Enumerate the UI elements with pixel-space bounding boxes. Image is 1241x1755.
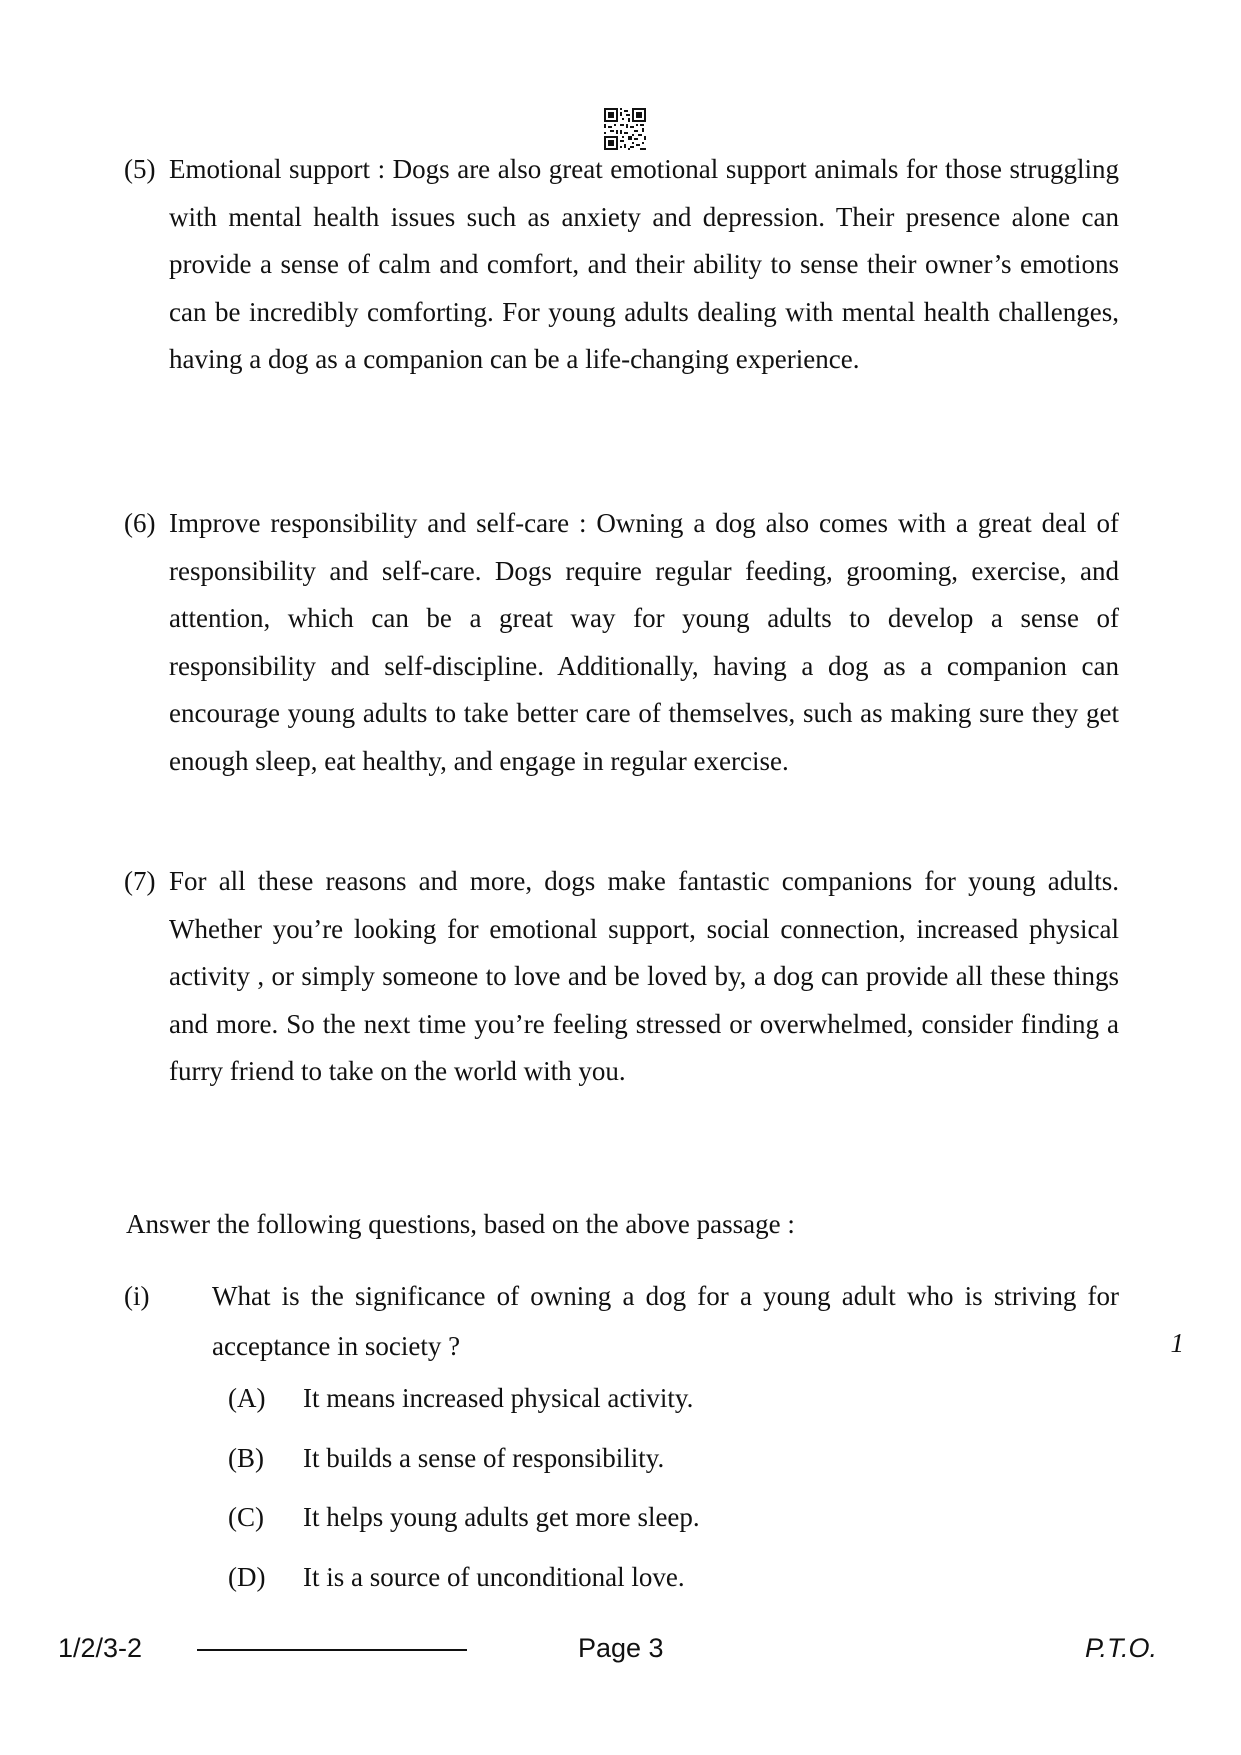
paper-code: 1/2/3-2: [58, 1633, 143, 1663]
option-text: It means increased physical activity.: [303, 1383, 694, 1413]
footer-divider: [197, 1649, 467, 1651]
question-i: [124, 1271, 1119, 1371]
paragraph-text: For all these reasons and more, dogs make fantastic companions for young adults. Whether you’re looking for emotional support, social connection, increased physical activity , or simply someone to love and be loved by, a dog can provide all these things and more. So the next time you’re feeling stressed or overwhelmed, consider finding a furry friend to take on the world with you.: [169, 866, 1119, 1086]
paragraph-number: (7): [124, 866, 156, 896]
passage-paragraph-6: [124, 500, 1119, 785]
option-label: (D): [228, 1561, 266, 1592]
paragraph-number: (5): [124, 154, 156, 184]
pto-label: P.T.O.: [1085, 1633, 1158, 1663]
option-text: It helps young adults get more sleep.: [303, 1502, 700, 1532]
question-marks: 1: [1170, 1328, 1184, 1358]
paragraph-number: (6): [124, 508, 156, 538]
question-text: What is the significance of owning a dog for a young adult who is striving for acceptance in society ?: [212, 1281, 1119, 1361]
question-instruction: Answer the following questions, based on the above passage :: [126, 1209, 795, 1239]
qr-code-icon: [604, 108, 646, 150]
passage-paragraph-7: [124, 858, 1119, 1096]
question-number: (i): [124, 1281, 150, 1311]
page-number: Page 3: [578, 1633, 664, 1663]
option-label: (C): [228, 1502, 264, 1532]
passage-paragraph-5: [124, 146, 1119, 384]
paragraph-text: Emotional support : Dogs are also great emotional support animals for those struggling with mental health issues such as anxiety and depression. Their presence alone can provide a sense of calm and comfort, and their ability to sense their owner’s emotions can be incredibly comforting. For young adults dealing with mental health challenges, having a dog as a companion can be a life-changing experience.: [169, 154, 1119, 374]
option-text: It is a source of unconditional love.: [303, 1561, 685, 1592]
paragraph-text: Improve responsibility and self-care : Owning a dog also comes with a great deal of responsibility and self-care. Dogs require regular feeding, grooming, exercise, and attention, which can be a great way for young adults to develop a sense of responsibility and self-discipline. Additionally, having a dog as a companion can encourage young adults to take better care of themselves, such as making sure they get enough sleep, eat healthy, and engage in regular exercise.: [169, 508, 1119, 776]
option-label: (B): [228, 1442, 264, 1473]
page-footer: [0, 1628, 1241, 1668]
option-label: (A): [228, 1383, 266, 1413]
option-text: It builds a sense of responsibility.: [303, 1442, 665, 1473]
